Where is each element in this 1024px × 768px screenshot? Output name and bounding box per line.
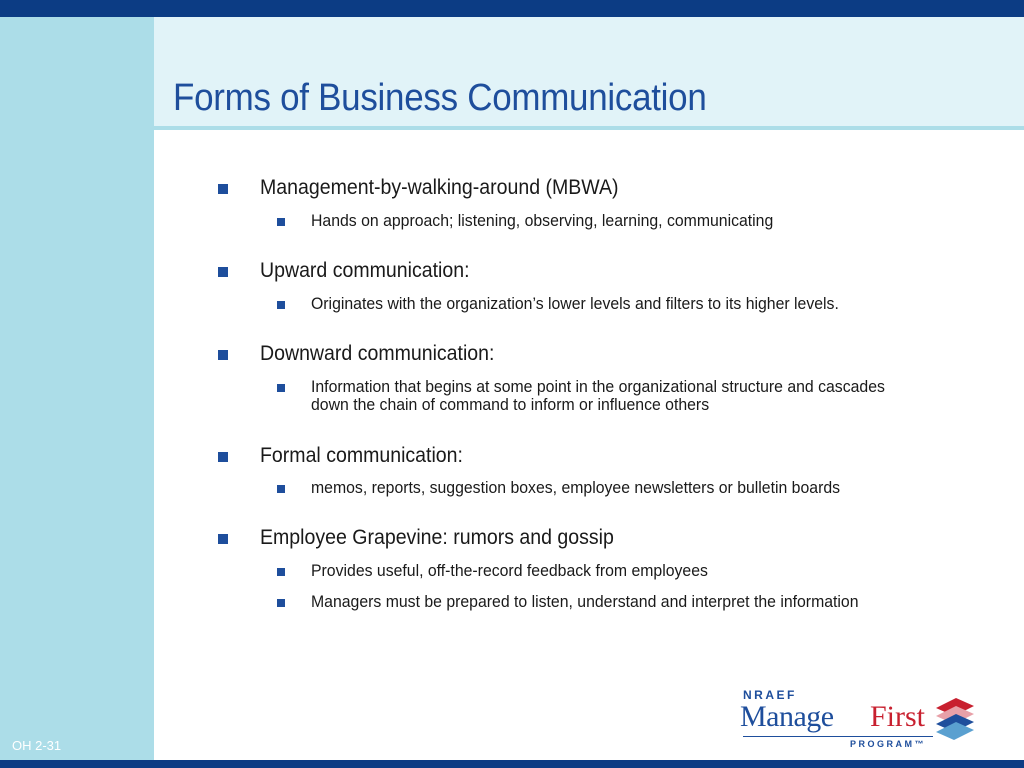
sub-bullet-item — [311, 212, 808, 231]
bullet-text: Employee Grapevine: rumors and gossip — [260, 526, 614, 549]
slide-number: OH 2-31 — [12, 738, 62, 753]
sub-bullet-text: Provides useful, off-the-record feedback from employees — [311, 561, 708, 580]
bullet-square-icon — [218, 350, 228, 360]
sub-bullet-item — [311, 479, 880, 498]
bullet-square-icon — [218, 452, 228, 462]
logo-divider — [743, 736, 933, 737]
logo-org-text: NRAEF — [743, 688, 797, 702]
sub-bullet-text: down the chain of command to inform or influence others — [311, 395, 710, 414]
bullet-square-icon — [218, 534, 228, 544]
sub-bullet-text: Hands on approach; listening, observing, learning, communicating — [311, 211, 774, 230]
bullet-text: Upward communication: — [260, 259, 470, 282]
bullet-text: Downward communication: — [260, 342, 495, 365]
sub-bullet-text: Information that begins at some point in the organizational structure and cascades — [311, 377, 885, 396]
bottom-bar — [0, 760, 1024, 768]
stacked-books-icon — [930, 694, 980, 744]
logo-program-text: PROGRAM™ — [850, 739, 926, 749]
sub-bullet-item — [311, 295, 879, 314]
bullet-item — [260, 444, 478, 468]
sub-bullet-square-icon — [277, 485, 285, 493]
sub-bullet-item — [311, 593, 900, 612]
slide-title: Forms of Business Communication — [173, 77, 707, 119]
sub-bullet-text: Originates with the organization’s lower levels and filters to its higher levels. — [311, 294, 839, 313]
logo-name-part1: Manage — [740, 700, 834, 733]
sub-bullet-text: Managers must be prepared to listen, understand and interpret the information — [311, 592, 859, 611]
managefirst-logo — [740, 686, 990, 756]
bullet-item — [260, 526, 641, 550]
sub-bullet-square-icon — [277, 301, 285, 309]
sub-bullet-square-icon — [277, 384, 285, 392]
bullet-text: Management-by-walking-around (MBWA) — [260, 176, 619, 199]
sub-bullet-text: memos, reports, suggestion boxes, employee newsletters or bulletin boards — [311, 478, 841, 497]
sub-bullet-item — [311, 562, 738, 581]
bullet-item — [260, 342, 512, 366]
bullet-item — [260, 259, 485, 283]
bullet-item — [260, 176, 646, 200]
bullet-square-icon — [218, 184, 228, 194]
bullet-square-icon — [218, 267, 228, 277]
logo-name-part2: First — [870, 700, 926, 733]
sub-bullet-square-icon — [277, 599, 285, 607]
bullet-text: Formal communication: — [260, 444, 463, 467]
sub-bullet-square-icon — [277, 568, 285, 576]
sub-bullet-continuation — [311, 396, 739, 415]
sub-bullet-square-icon — [277, 218, 285, 226]
